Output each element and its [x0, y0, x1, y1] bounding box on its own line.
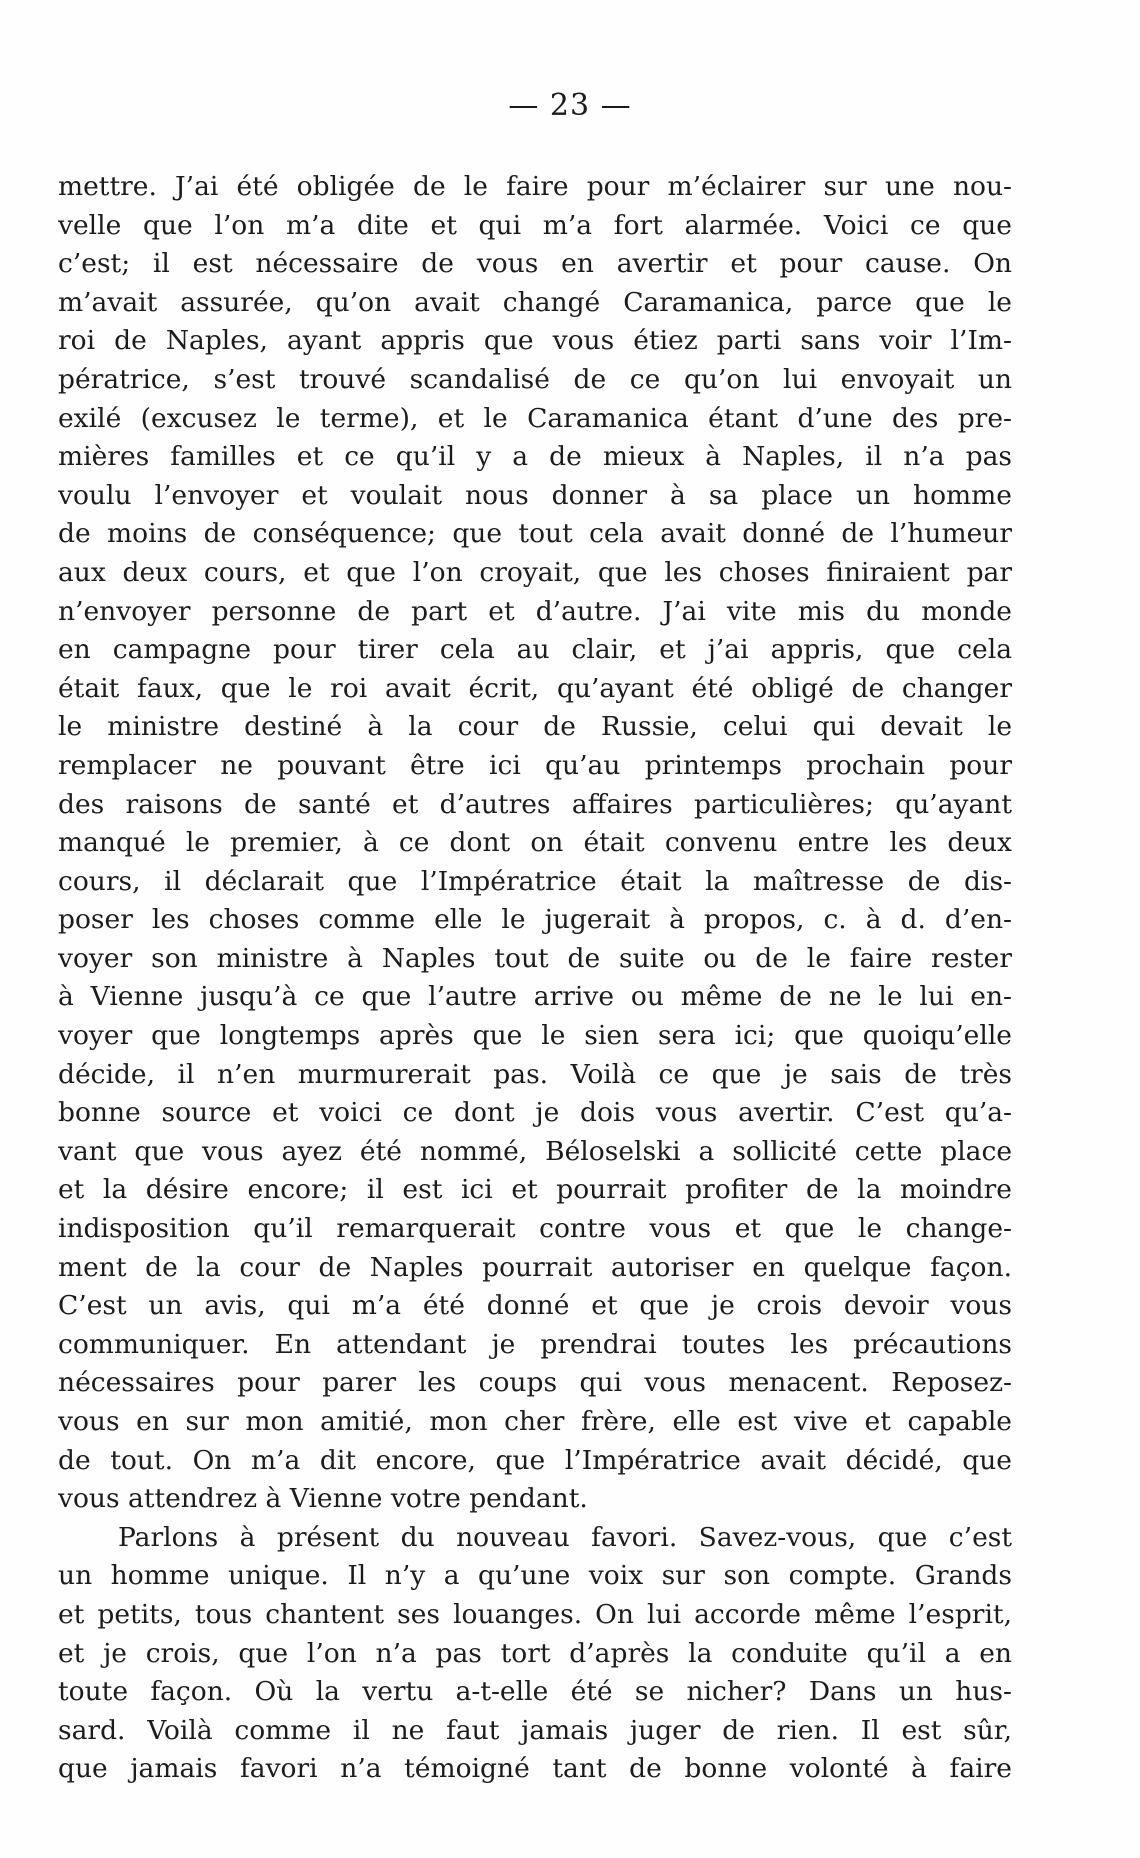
- page-number: — 23 —: [508, 88, 632, 123]
- text-line: communiquer. En attendant je prendrai toutes les précautions: [58, 1328, 1012, 1360]
- text-line: cours, il déclarait que l’Impératrice était la maîtresse de dis-: [58, 865, 1012, 897]
- text-line: poser les choses comme elle le jugerait à propos, c. à d. d’en-: [58, 904, 1012, 936]
- paragraph: [58, 168, 1012, 1519]
- text-line: velle que l’on m’a dite et qui m’a fort alarmée. Voici ce que: [58, 209, 1012, 241]
- text-line: n’envoyer personne de part et d’autre. J’ai vite mis du monde: [58, 595, 1012, 627]
- text-line: nécessaires pour parer les coups qui vous menacent. Reposez-: [58, 1367, 1012, 1399]
- text-line: bonne source et voici ce dont je dois vous avertir. C’est qu’a-: [58, 1097, 1012, 1129]
- text-line: voyer que longtemps après que le sien sera ici; que quoiqu’elle: [58, 1020, 1012, 1052]
- text-line: voulu l’envoyer et voulait nous donner à sa place un homme: [58, 479, 1012, 511]
- text-line: et je crois, que l’on n’a pas tort d’après la conduite qu’il a en: [58, 1637, 1012, 1669]
- text-line: roi de Naples, ayant appris que vous étiez parti sans voir l’Im-: [58, 325, 1012, 357]
- text-line: mettre. J’ai été obligée de le faire pour m’éclairer sur une nou-: [58, 171, 1012, 202]
- text-line: vous attendrez à Vienne votre pendant.: [58, 1483, 588, 1515]
- text-line: et petits, tous chantent ses louanges. On lui accorde même l’esprit,: [58, 1598, 1012, 1630]
- text-line: mières familles et ce qu’il y a de mieux à Naples, il n’a pas: [58, 441, 1012, 473]
- text-line: indisposition qu’il remarquerait contre vous et que le change-: [58, 1213, 1012, 1245]
- text-line: décide, il n’en murmurerait pas. Voilà ce que je sais de très: [58, 1058, 1012, 1090]
- text-line: de tout. On m’a dit encore, que l’Impératrice avait décidé, que: [58, 1444, 1012, 1476]
- text-line: C’est un avis, qui m’a été donné et que je crois devoir vous: [58, 1290, 1012, 1322]
- text-line: exilé (excusez le terme), et le Caramanica étant d’une des pre-: [58, 402, 1012, 434]
- text-line: vant que vous ayez été nommé, Béloselski a sollicité cette place: [58, 1135, 1012, 1167]
- text-line: et la désire encore; il est ici et pourrait profiter de la moindre: [58, 1174, 1012, 1206]
- body-text: [58, 168, 1012, 1789]
- text-line: toute façon. Où la vertu a-t-elle été se nicher? Dans un hus-: [58, 1676, 1012, 1708]
- text-line: des raisons de santé et d’autres affaires particulières; qu’ayant: [58, 788, 1012, 820]
- text-line: ment de la cour de Naples pourrait autoriser en quelque façon.: [58, 1251, 1012, 1283]
- paragraph: [58, 1519, 1012, 1789]
- text-line: c’est; il est nécessaire de vous en avertir et pour cause. On: [58, 248, 1012, 280]
- text-line: le ministre destiné à la cour de Russie, celui qui devait le: [58, 711, 1012, 743]
- text-line: aux deux cours, et que l’on croyait, que les choses finiraient par: [58, 556, 1012, 588]
- text-line: pératrice, s’est trouvé scandalisé de ce qu’on lui envoyait un: [58, 363, 1012, 395]
- text-line: vous en sur mon amitié, mon cher frère, elle est vive et capable: [58, 1406, 1012, 1437]
- text-line: à Vienne jusqu’à ce que l’autre arrive ou même de ne le lui en-: [58, 981, 1012, 1013]
- text-line: remplacer ne pouvant être ici qu’au printemps prochain pour: [58, 749, 1012, 781]
- text-line: Parlons à présent du nouveau favori. Savez-vous, que c’est: [118, 1521, 1012, 1553]
- text-line: que jamais favori n’a témoigné tant de bonne volonté à faire: [58, 1753, 1012, 1785]
- text-line: en campagne pour tirer cela au clair, et j’ai appris, que cela: [58, 634, 1012, 666]
- text-line: m’avait assurée, qu’on avait changé Caramanica, parce que le: [58, 286, 1012, 318]
- text-line: sard. Voilà comme il ne faut jamais juger de rien. Il est sûr,: [58, 1714, 1012, 1746]
- text-line: de moins de conséquence; que tout cela avait donné de l’humeur: [58, 518, 1012, 550]
- text-line: manqué le premier, à ce dont on était convenu entre les deux: [58, 827, 1012, 859]
- text-line: un homme unique. Il n’y a qu’une voix sur son compte. Grands: [58, 1560, 1012, 1592]
- text-line: voyer son ministre à Naples tout de suite ou de le faire rester: [58, 942, 1012, 974]
- text-line: était faux, que le roi avait écrit, qu’ayant été obligé de changer: [58, 672, 1012, 704]
